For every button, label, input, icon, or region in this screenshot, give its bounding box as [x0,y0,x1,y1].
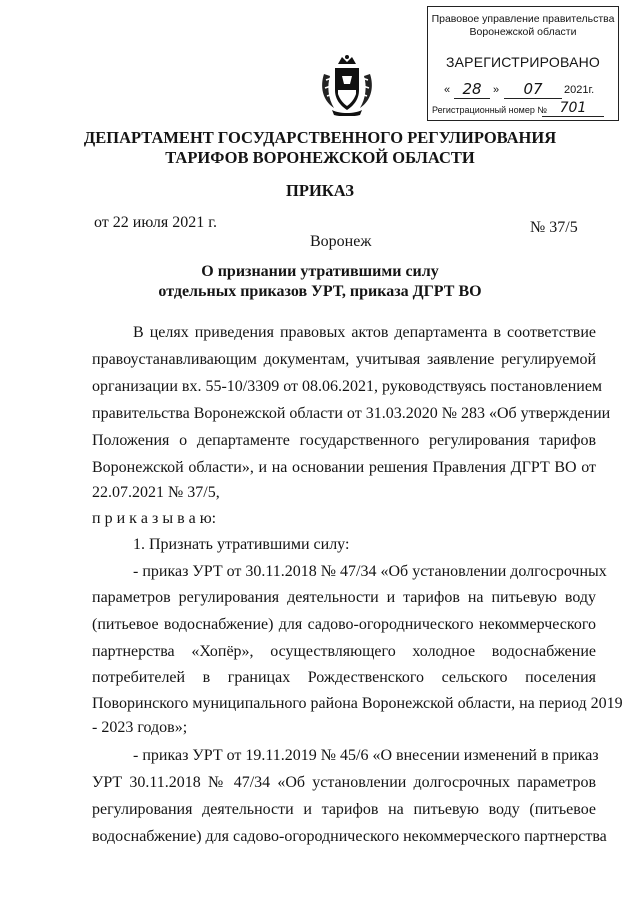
order-date: от 22 июля 2021 г. [94,214,217,231]
stamp-quote-open: « [444,84,451,96]
stamp-quote-close: » [493,84,500,96]
stamp-year: 2021г. [564,84,595,96]
stamp-day: 28 [454,80,490,99]
stamp-status: ЗАРЕГИСТРИРОВАНО [445,54,601,70]
stamp-month: 07 [504,80,562,99]
body-line: - 2023 годов»; [92,719,188,736]
order-item-1: 1. Признать утратившими силу: [133,536,350,553]
coat-of-arms-icon [318,54,376,116]
department-title-line2: ТАРИФОВ ВОРОНЕЖСКОЙ ОБЛАСТИ [165,148,475,167]
order-subject [60,262,580,302]
body-line: Воронежской области», и на основании решения Правления ДГРТ ВО от [92,459,596,476]
body-line: (питьевое водоснабжение) для садово-огороднического некоммерческого [92,616,596,633]
document-type: ПРИКАЗ [286,181,354,200]
body-line: - приказ УРТ от 19.11.2019 № 45/6 «О внесении изменений в приказ [133,747,599,764]
order-number: № 37/5 [530,219,578,236]
body-line: регулирования деятельности и тарифов на питьевую воду (питьевое [92,801,596,818]
body-line: правоустанавливающим документам, учитывая заявление регулируемой [92,351,596,368]
body-line: В целях приведения правовых актов департамента в соответствие [133,324,596,341]
body-line: параметров регулирования деятельности и тарифов на питьевую воду [92,589,596,606]
stamp-date [436,80,612,101]
order-directive: п р и к а з ы в а ю: [92,510,217,527]
body-line: потребителей в границах Рождественского сельского поселения [92,669,596,686]
department-title [60,128,580,168]
body-line: - приказ УРТ от 30.11.2018 № 47/34 «Об установлении долгосрочных [133,563,607,580]
body-line: организации вх. 55-10/3309 от 08.06.2021, руководствуясь постановлением [92,378,603,395]
registration-stamp [427,6,619,121]
body-line: Положения о департаменте государственного регулирования тарифов [92,432,596,449]
order-city: Воронеж [310,233,372,250]
department-title-line1: ДЕПАРТАМЕНТ ГОСУДАРСТВЕННОГО РЕГУЛИРОВАНИЯ [83,128,557,147]
order-subject-line2: отдельных приказов УРТ, приказа ДГРТ ВО [158,283,482,300]
body-line: правительства Воронежской области от 31.03.2020 № 283 «Об утверждении [92,405,611,422]
order-subject-line1: О признании утратившими силу [201,263,439,280]
body-line: водоснабжение) для садово-огороднического некоммерческого партнерства [92,828,607,845]
stamp-reg-label: Регистрационный номер № [432,105,548,115]
stamp-reg-number: 701 [542,100,604,117]
body-line: УРТ 30.11.2018 № 47/34 «Об установлении долгосрочных параметров [92,774,596,791]
stamp-reg-number-row [432,100,612,116]
body-line: 22.07.2021 № 37/5, [92,484,220,501]
body-line: Поворинского муниципального района Воронежской области, на период 2019 [92,695,623,712]
stamp-authority-line1: Правовое управление правительства [431,13,615,25]
body-line: партнерства «Хопёр», осуществляющего холодное водоснабжение [92,643,596,660]
stamp-authority-line2: Воронежской области [469,26,577,38]
